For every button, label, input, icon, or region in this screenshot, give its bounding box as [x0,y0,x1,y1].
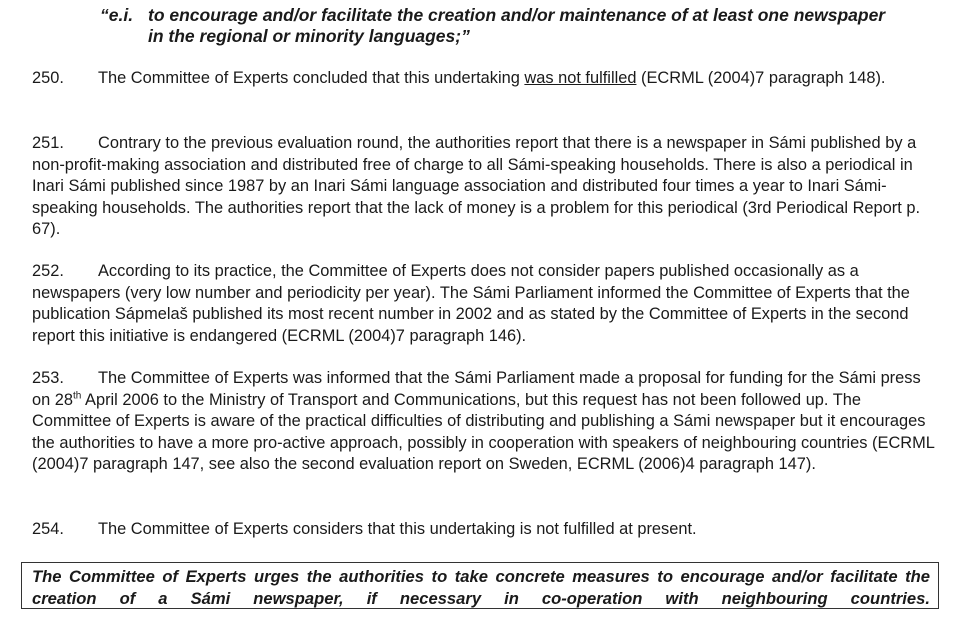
recommendation-text: The Committee of Experts urges the authorities to take concrete measures to encourage and/or facilitate the creation of a Sámi newspaper, if necessary in co-operation with neighbouring countries. [32,567,930,608]
paragraph-text: The Committee of Experts concluded that this undertaking [98,69,525,87]
underlined-finding: was not fulfilled [524,69,637,87]
undertaking-line-2: in the regional or minority languages;” [148,26,470,46]
paragraph-text: According to its practice, the Committee of Experts does not consider papers published occasionally as a newspapers (very low number and periodicity per year). The Sámi Parliament informed the Committee of Experts that the publication Sápmelaš published its most recent number in 2002 and as stated by the Committee of Experts in the second report this initiative is endangered (ECRML (2004)7 paragraph 146). [32,262,910,345]
ordinal-suffix: th [73,390,82,402]
paragraph-text-end: April 2006 to the Ministry of Transport and Communications, but this request has not been followed up. The Committee of Experts is aware of the practical difficulties of distributing and publishing a Sámi newspaper but it encourages the authorities to have a more pro-active approach, possibly in cooperation with speakers of neighbouring countries (ECRML (2004)7 paragraph 147, see also the second evaluation report on Sweden, ECRML (2006)4 paragraph 147). [32,390,935,474]
paragraph-number: 250. [32,69,64,87]
paragraph-251 [32,133,937,241]
paragraph-250 [32,68,937,90]
paragraph-number: 251. [32,134,64,152]
undertaking-number: “e.i. [100,5,134,25]
paragraph-254 [32,519,937,541]
undertaking-text [148,5,938,47]
paragraph-text: The Committee of Experts considers that this undertaking is not fulfilled at present. [98,520,697,538]
paragraph-number: 253. [32,369,64,387]
paragraph-text: Contrary to the previous evaluation round, the authorities report that there is a newspaper in Sámi published by a non-profit-making association and distributed free of charge to all Sámi-speaking households. There is also a periodical in Inari Sámi published since 1987 by an Inari Sámi language association and distributed four times a year to Inari Sámi-speaking households. The authorities report that the lack of money is a problem for this periodical (3rd Periodical Report p. 67). [32,134,920,239]
paragraph-number: 254. [32,520,64,538]
paragraph-252 [32,261,937,347]
recommendation-box [21,562,939,609]
paragraph-number: 252. [32,262,64,280]
undertaking-line-1: to encourage and/or facilitate the creation and/or maintenance of at least one newspaper [148,5,886,25]
paragraph-text: The Committee of Experts was informed that the Sámi Parliament made a proposal for funding for the Sámi press on 28 [32,369,921,409]
paragraph-text-end: (ECRML (2004)7 paragraph 148). [636,69,886,87]
paragraph-253 [32,368,937,476]
